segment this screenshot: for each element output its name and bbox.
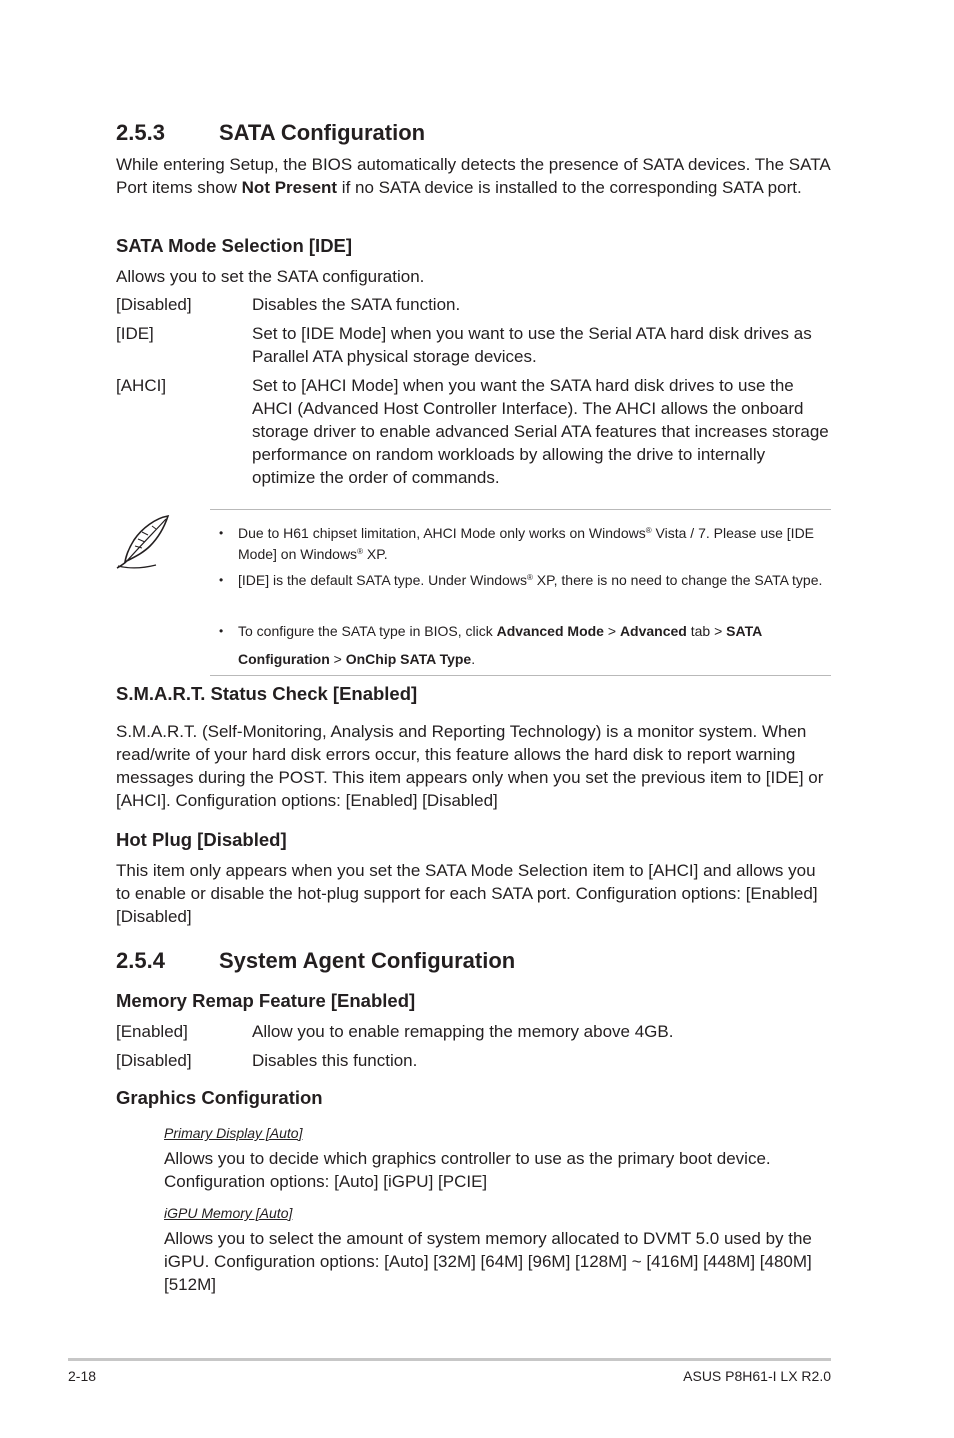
note-text: tab >: [686, 623, 727, 639]
option-desc: Allow you to enable remapping the memory above 4GB.: [252, 1022, 674, 1041]
note-item-3: [219, 617, 830, 673]
option-desc: Set to [AHCI Mode] when you want the SATA hard disk drives to use the AHCI (Advanced Host Controller Interface). The AHCI allows the onboard storage driver to enable advanced Serial ATA features that increases storage performance on random workloads by allowing the drive to internally optimize the order of commands.: [252, 376, 829, 487]
note-bold: Advanced Mode: [496, 623, 604, 639]
note-text: >: [329, 651, 346, 667]
note-item-1: [219, 523, 830, 564]
note-text: Due to H61 chipset limitation, AHCI Mode only works on Windows: [238, 525, 646, 541]
bullet: •: [219, 624, 224, 638]
section-title: System Agent Configuration: [219, 948, 516, 973]
igpu-memory-description: Allows you to select the amount of system memory allocated to DVMT 5.0 used by the iGPU. Configuration options: [Auto] [32M] [64M] [96M] [128M] ~ [416M] [448M] [480M] [512M]: [164, 1229, 812, 1294]
intro-text-end: if no SATA device is installed to the corresponding SATA port.: [337, 178, 802, 197]
footer-rule: [68, 1358, 831, 1361]
note-text: Vista / 7. Please use [IDE Mode] on Windows: [238, 525, 815, 562]
registered-mark: ®: [357, 546, 363, 556]
section-number: 2.5.4: [116, 948, 165, 973]
smart-description: S.M.A.R.T. (Self-Monitoring, Analysis and Reporting Technology) is a monitor system. When read/write of your hard disk errors occur, this feature allows the hard disk to report warning messages during the POST. This item appears only when you set the previous item to [IDE] or [AHCI]. Configuration options: [Enabled] [Disabled]: [116, 722, 824, 810]
note-text: XP, there is no need to change the SATA type.: [532, 572, 823, 588]
registered-mark: ®: [526, 573, 533, 582]
graphics-heading: Graphics Configuration: [116, 1087, 323, 1108]
bullet: •: [219, 573, 224, 587]
intro-bold: Not Present: [241, 178, 338, 197]
section-title: SATA Configuration: [219, 120, 426, 145]
option-desc: Disables this function.: [252, 1051, 418, 1070]
product-name: ASUS P8H61-I LX R2.0: [683, 1368, 831, 1384]
note-item-2: [219, 570, 830, 591]
registered-mark: ®: [645, 526, 652, 535]
sata-mode-heading: SATA Mode Selection [IDE]: [116, 235, 353, 256]
option-term: [AHCI]: [116, 376, 167, 395]
section-heading-sata-configuration: [116, 120, 425, 146]
note-text: >: [603, 623, 620, 639]
note-text: To configure the SATA type in BIOS, click: [238, 623, 497, 639]
intro-text: While entering Setup, the BIOS automatically detects the presence of SATA devices. The SATA Port items show: [116, 155, 830, 197]
primary-display-description: Allows you to decide which graphics controller to use as the primary boot device. Configuration options: [Auto] [iGPU] [PCIE]: [164, 1149, 771, 1191]
smart-heading: S.M.A.R.T. Status Check [Enabled]: [116, 683, 418, 704]
page-number: 2-18: [68, 1368, 97, 1384]
note-bold: SATA Configuration: [238, 623, 762, 667]
bullet: •: [219, 526, 224, 540]
option-desc: Set to [IDE Mode] when you want to use the Serial ATA hard disk drives as Parallel ATA physical storage devices.: [252, 324, 812, 366]
hotplug-heading: Hot Plug [Disabled]: [116, 829, 287, 850]
option-term: [IDE]: [116, 324, 154, 343]
note-text: [IDE] is the default SATA type. Under Windows: [238, 572, 527, 588]
option-term: [Disabled]: [116, 1051, 192, 1070]
note-text: .: [471, 651, 476, 667]
note-box: [210, 509, 831, 676]
option-term: [Enabled]: [116, 1022, 188, 1041]
option-desc: Disables the SATA function.: [252, 295, 461, 314]
section-heading-system-agent: [116, 948, 515, 974]
sata-intro-paragraph: [116, 153, 832, 199]
primary-display-label: Primary Display [Auto]: [164, 1125, 303, 1141]
section-number: 2.5.3: [116, 120, 165, 145]
note-text: XP.: [362, 545, 388, 562]
option-term: [Disabled]: [116, 295, 192, 314]
note-bold: Advanced: [619, 623, 687, 639]
sata-mode-description: Allows you to set the SATA configuration.: [116, 267, 425, 286]
note-bold: OnChip SATA Type: [345, 651, 472, 667]
memory-remap-heading: Memory Remap Feature [Enabled]: [116, 990, 416, 1011]
hotplug-description: This item only appears when you set the SATA Mode Selection item to [AHCI] and allows you to enable or disable the hot-plug support for each SATA port. Configuration options: [Enabled] [Disabled]: [116, 861, 818, 926]
feather-pen-icon: [112, 512, 174, 572]
igpu-memory-label: iGPU Memory [Auto]: [164, 1205, 293, 1221]
